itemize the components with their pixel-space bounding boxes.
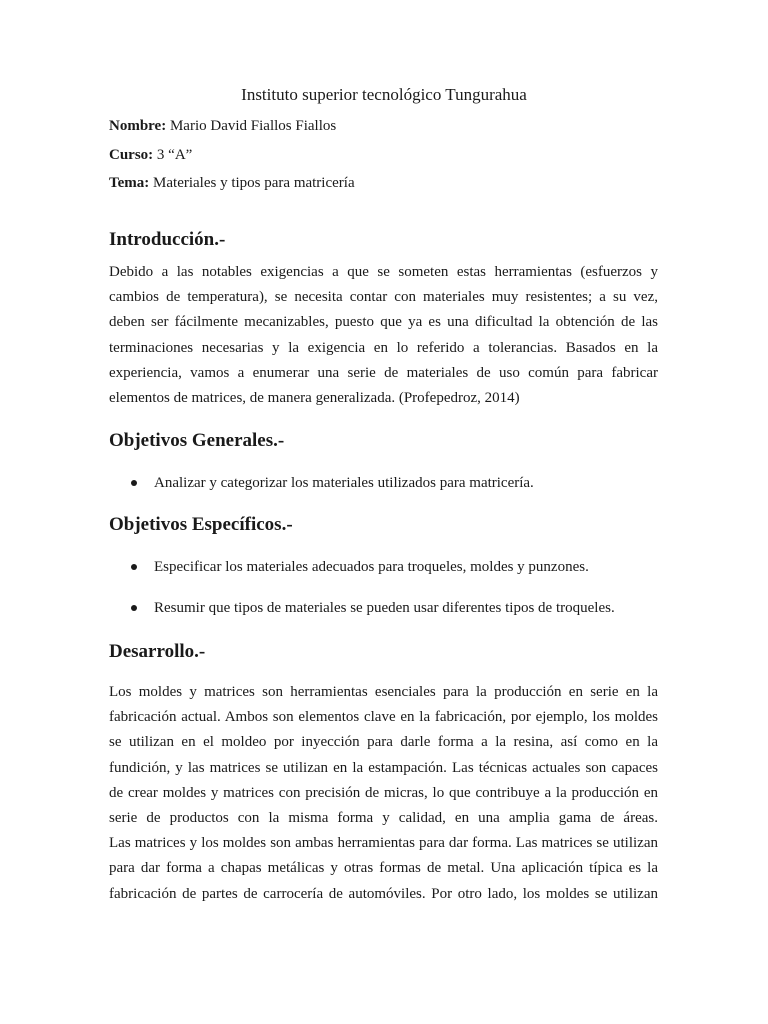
paragraph-line: se utilizan en el moldeo por inyección para darle forma a la resina, así como en la [109, 734, 658, 751]
meta-tema-label: Tema: [109, 175, 150, 191]
bullet-text: Analizar y categorizar los materiales utilizados para matricería. [154, 475, 534, 491]
meta-nombre-label: Nombre: [109, 118, 167, 134]
paragraph-line: deben ser fácilmente mecanizables, puesto que ya es una dificultad la obtención de las [109, 314, 658, 331]
heading-introduccion: Introducción.- [109, 229, 226, 250]
meta-nombre [109, 117, 336, 135]
paragraph-line: elementos de matrices, de manera generalizada. (Profepedroz, 2014) [109, 389, 520, 406]
paragraph-introduccion [109, 262, 658, 413]
paragraph-line: cambios de temperatura), se necesita contar con materiales muy resistentes; a su vez, [109, 289, 658, 306]
meta-curso-label: Curso: [109, 147, 154, 163]
bullet-item [131, 558, 589, 576]
bullet-dot-icon [131, 564, 137, 570]
heading-objetivos-especificos: Objetivos Específicos.- [109, 514, 293, 535]
paragraph-line: serie de productos con la misma forma y calidad, en una amplia gama de áreas. [109, 809, 658, 826]
bullet-text: Resumir que tipos de materiales se pueden usar diferentes tipos de troqueles. [154, 600, 615, 616]
meta-curso [109, 146, 192, 164]
paragraph-line: Debido a las notables exigencias a que se someten estas herramientas (esfuerzos y [109, 264, 658, 280]
paragraph-line: fundición, y las matrices se utilizan en la estampación. Las técnicas actuales son capaces [109, 759, 658, 776]
institution-title: Instituto superior tecnológico Tungurahua [241, 85, 527, 104]
meta-curso-value: 3 “A” [153, 147, 193, 163]
meta-tema [109, 174, 355, 192]
meta-tema-value: Materiales y tipos para matricería [149, 175, 355, 191]
paragraph-line: Las matrices y los moldes son ambas herramientas para dar forma. Las matrices se utilizan [109, 835, 658, 852]
meta-nombre-value: Mario David Fiallos Fiallos [166, 118, 337, 134]
paragraph-line: terminaciones necesarias y la exigencia en lo referido a tolerancias. Basados en la [109, 339, 658, 356]
paragraph-line: fabricación de partes de carrocería de automóviles. Por otro lado, los moldes se utilizan [109, 885, 658, 902]
heading-desarrollo: Desarrollo.- [109, 641, 206, 662]
paragraph-line: Los moldes y matrices son herramientas esenciales para la producción en serie en la [109, 684, 658, 700]
bullet-item [131, 599, 615, 617]
paragraph-desarrollo [109, 682, 658, 909]
paragraph-line: para dar forma a chapas metálicas y otras formas de metal. Una aplicación típica es la [109, 860, 658, 877]
paragraph-line: de crear moldes y matrices con precisión de micras, lo que contribuye a la producción en [109, 784, 658, 801]
bullet-dot-icon [131, 605, 137, 611]
bullet-item [131, 474, 534, 492]
bullet-text: Especificar los materiales adecuados para troqueles, moldes y punzones. [154, 559, 589, 575]
heading-objetivos-generales: Objetivos Generales.- [109, 430, 285, 451]
bullet-dot-icon [131, 480, 137, 486]
paragraph-line: experiencia, vamos a enumerar una serie de materiales de uso común para fabricar [109, 364, 658, 381]
paragraph-line: fabricación actual. Ambos son elementos clave en la fabricación, por ejemplo, los moldes [109, 709, 658, 726]
